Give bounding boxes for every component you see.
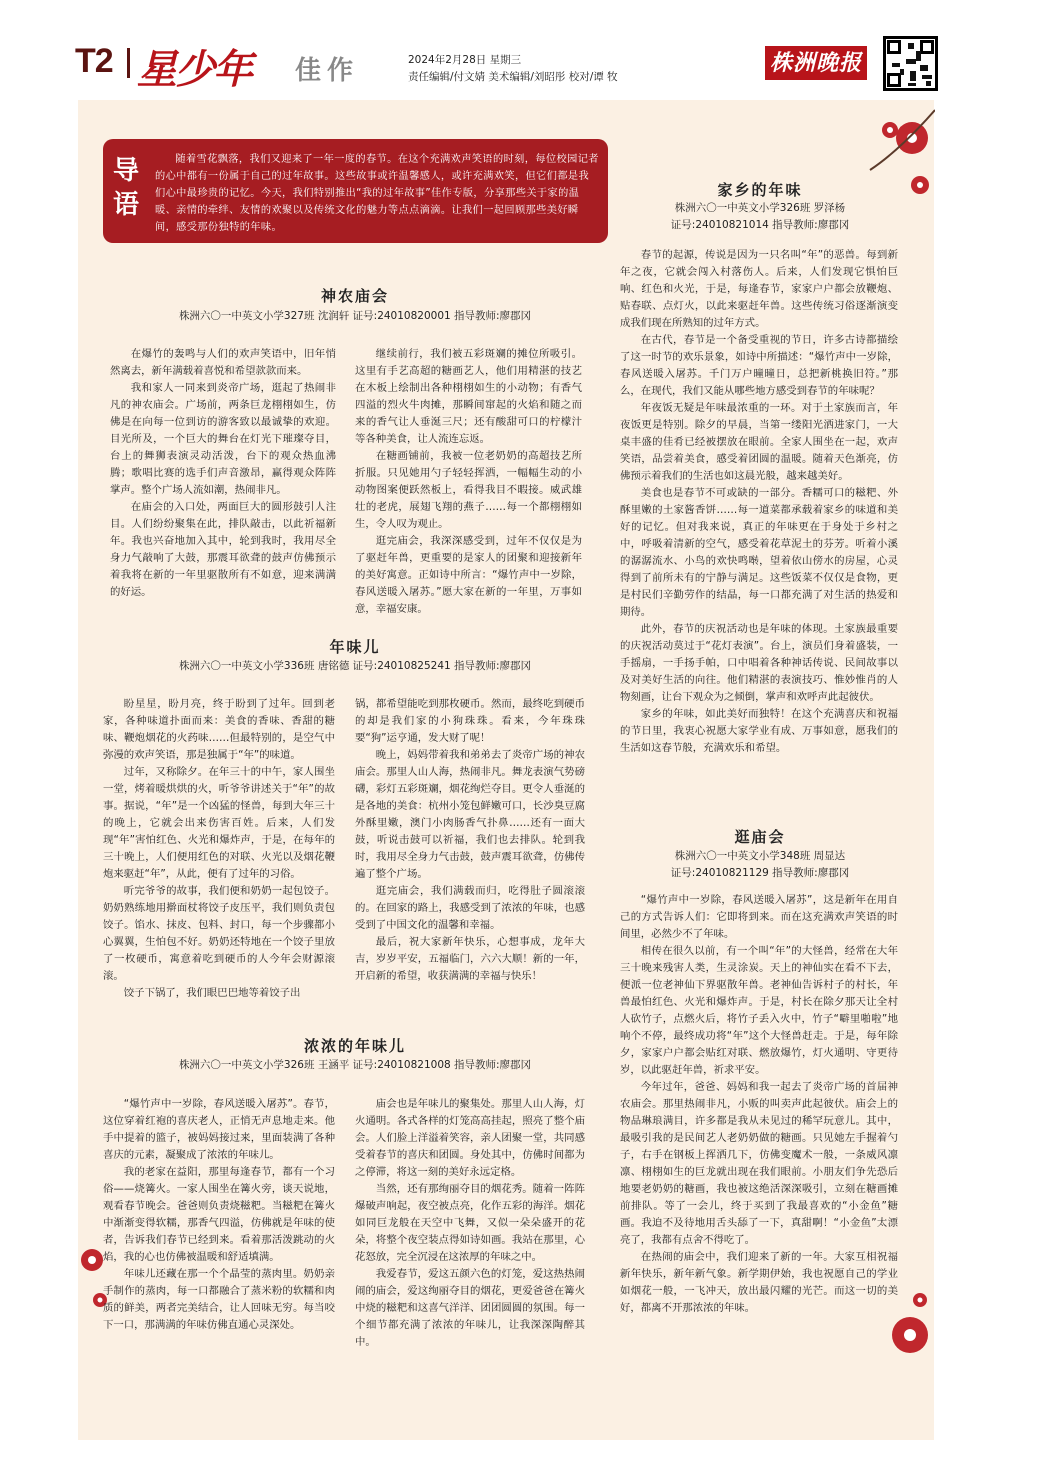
- paragraph: 我的老家在益阳，那里每逢春节，都有一个习俗——烧篝火。一家人围坐在篝火旁，谈天说地，观看春节晚会。爸爸则负责烧糍粑。当糍粑在篝火中渐渐变得软糯，那香气四溢，仿佛就是年味的使者，告诉我们春节已经到来。看着那活泼跳动的火焰，我的心也仿佛被温暖和舒适填满。: [103, 1166, 335, 1263]
- article-column: [355, 346, 582, 616]
- article-byline: 株洲六〇一中英文小学327班 沈润轩 证号:24010820001 指导教师:廖郡冈: [178, 310, 532, 322]
- paragraph: 在糖画铺前，我被一位老奶奶的高超技艺所折服。只见她用勺子轻轻挥洒，一幅幅生动的小动物图案便跃然板上，看得我目不暇接。威武雄壮的老虎，展翅飞翔的燕子……每一个都栩栩如生，令人叹为观止。: [355, 450, 582, 530]
- paragraph: 最后，祝大家新年快乐，心想事成，龙年大吉，岁岁平安，五福临门，六六大顺！新的一年，开启新的希望，收获满满的幸福与快乐！: [355, 936, 585, 982]
- paragraph: 饺子下锅了，我们眼巴巴地等着饺子出: [123, 987, 301, 999]
- article-title: 逛庙会: [734, 828, 786, 846]
- article-title: 神农庙会: [320, 287, 389, 305]
- paragraph: 在爆竹的轰鸣与人们的欢声笑语中，旧年悄然离去，新年满载着喜悦和希望款款而来。: [110, 348, 336, 377]
- section-brand: 星少年: [137, 47, 251, 92]
- paragraph: 我和家人一同来到炎帝广场，逛起了热闹非凡的神农庙会。广场前，两条巨龙栩栩如生，仿佛是在向每一位到访的游客致以最诚挚的欢迎。目光所及，一个巨大的舞台在灯光下璀璨夺目，台上的舞狮表演灵动活泼，台下的观众热血沸腾；歌唱比赛的选手们声音激昂，赢得观众阵阵掌声。整个广场人流如潮，热闹非凡。: [110, 382, 336, 496]
- paragraph: “爆竹声中一岁除，春风送暖入屠苏”。春节，这位穿着红袍的喜庆老人，正悄无声息地走来。他手中提着的篮子，被妈妈接过来，里面装满了各种喜庆的元素，凝聚成了浓浓的年味儿。: [103, 1098, 335, 1161]
- article-column: [103, 696, 335, 1016]
- paragraph: 盼星星，盼月亮，终于盼到了过年。回到老家，各种味道扑面而来：美食的香味、香甜的糖味、鞭炮烟花的火药味……但最特别的，是空气中弥漫的欢声笑语，那是独属于“年”的味道。: [103, 698, 335, 761]
- header-divider: [127, 48, 130, 78]
- paragraph: 逛完庙会，我们满载而归，吃得肚子圆滚滚的。在回家的路上，我感受到了浓浓的年味，也感受到了中国文化的温馨和幸福。: [355, 885, 585, 931]
- paragraph: 锅，都希望能吃到那枚硬币。然而，最终吃到硬币的却是我们家的小狗珠珠。看来，今年珠珠要“狗”运亨通，发大财了呢！: [355, 698, 585, 744]
- paragraph: 在古代，春节是一个备受重视的节日，许多古诗都描绘了这一时节的欢乐景象，如诗中所描述：“爆竹声中一岁除，春风送暖入屠苏。千门万户曈曈日，总把新桃换旧符。”那么，在现代，我们又能从哪些地方感受到春节的年味呢？: [620, 334, 898, 397]
- paragraph: 年夜饭无疑是年味最浓重的一环。对于土家族而言，年夜饭更是特别。除夕的早晨，当第一缕阳光洒进家门，一大桌丰盛的佳肴已经被摆放在眼前。全家人围坐在一起，欢声笑语，品尝着美食，感受着团圆的温暖。随着天色渐亮，仿佛预示着我们的生活也如这晨光般，越来越美好。: [620, 402, 898, 482]
- paragraph: 逛完庙会，我深深感受到，过年不仅仅是为了驱赶年兽，更重要的是家人的团聚和迎接新年的美好寓意。正如诗中所言：“爆竹声中一岁除，春风送暖入屠苏。”愿大家在新的一年里，万事如意，幸福安康。: [355, 535, 582, 615]
- article-column: [355, 696, 585, 1016]
- paragraph: 年味儿还藏在那一个个晶莹的蒸肉里。奶奶亲手制作的蒸肉，每一口都融合了蒸米粉的软糯和肉质的鲜美，两者完美结合，让人回味无穷。每当咬下一口，那满满的年味仿佛直通心灵深处。: [103, 1268, 335, 1331]
- paragraph: 庙会也是年味儿的聚集处。那里人山人海，灯火通明。各式各样的灯笼高高挂起，照亮了整个庙会。人们脸上洋溢着笑容，亲人团聚一堂，共同感受着春节的喜庆和团圆。身处其中，仿佛时间都为之停滞，将这一刻的美好永远定格。: [355, 1098, 585, 1178]
- article-byline: 株洲六〇一中英文小学326班 王涵平 证号:24010821008 指导教师:廖郡冈: [178, 1059, 532, 1071]
- paragraph: 当然，还有那绚丽夺目的烟花秀。随着一阵阵爆破声响起，夜空被点亮，化作五彩的海洋。烟花如同巨龙般在天空中飞舞，又似一朵朵盛开的花朵，将整个夜空装点得如诗如画。我站在那里，心花怒放，完全沉浸在这浓厚的年味之中。: [355, 1183, 585, 1263]
- editorial-staff: 责任编辑/付文婧 美术编辑/刘昭彤 校对/谭 牧: [408, 71, 618, 83]
- paragraph: 相传在很久以前，有一个叫“年”的大怪兽，经常在大年三十晚来残害人类，生灵涂炭。天上的神仙实在看不下去，便派一位老神仙下界驱散年兽。老神仙告诉村子的村长，年兽最怕红色、火光和爆炸声。于是，村长在除夕那天让全村人砍竹子，点燃火后，将竹子丢入火中，竹子“噼里啪啦”地响个不停，最终成功将“年”这个大怪兽赶走。于是，每年除夕，家家户户都会贴红对联、燃放爆竹，灯火通明、守更待岁，以此驱赶年兽，祈求平安。: [620, 945, 898, 1076]
- article-byline: 株洲六〇一中英文小学348班 周显达: [674, 850, 846, 862]
- paragraph: 继续前行，我们被五彩斑斓的摊位所吸引。这里有手艺高超的糖画艺人，他们用精湛的技艺在木板上绘制出各种栩栩如生的小动物；有香气四溢的烈火牛肉摊，那瞬间窜起的火焰和随之而来的香气让人垂涎三尺；还有酸甜可口的柠檬汁等各种美食，让人流连忘返。: [355, 348, 582, 445]
- paragraph: 晚上，妈妈带着我和弟弟去了炎帝广场的神农庙会。那里人山人海，热闹非凡。舞龙表演气势磅礴，彩灯五彩斑斓，烟花绚烂夺目。更令人垂涎的是各地的美食：杭州小笼包鲜嫩可口，长沙臭豆腐外酥里嫩，澳门小肉肠香气扑鼻……还有一面大鼓，听说击鼓可以祈福，我们也去排队。轮到我时，我用尽全身力气击鼓，鼓声震耳欲聋，仿佛传遍了整个广场。: [355, 749, 585, 880]
- article-byline: 证号:24010821014 指导教师:廖郡冈: [670, 219, 850, 231]
- intro-text: 随着雪花飘落，我们又迎来了一年一度的春节。在这个充满欢声笑语的时刻，每位校园记者的心中都有一份属于自己的过年故事。这些故事或许温馨感人，或许充满欢笑，但它们都是我们心中最珍贵的记忆。今天，我们特别推出“我的过年故事”佳作专版，分享那些关于家的温暖、亲情的牵绊、友情的欢聚以及传统文化的魅力等点点滴滴。让我们一起回顾那些美好瞬间，感受那份独特的年味。: [155, 154, 599, 233]
- issue-date: 2024年2月28日 星期三: [408, 54, 522, 66]
- paragraph: 美食也是春节不可或缺的一部分。香糯可口的糍粑、外酥里嫩的土家酱香饼……每一道菜都承载着家乡的味道和美好的记忆。但对我来说，真正的年味更在于身处于乡村之中，呼吸着清新的空气，感受着花草泥土的芬芳。听着小溪的潺潺流水、小鸟的欢快鸣啭，望着依山傍水的房屋，心灵得到了前所未有的宁静与满足。这些饭菜不仅仅是食物，更是村民们辛勤劳作的结晶，每一口都充满了对生活的热爱和期待。: [620, 487, 898, 618]
- article-byline: 证号:24010821129 指导教师:廖郡冈: [670, 867, 850, 879]
- article-column: [620, 247, 898, 787]
- column-title: 佳作: [295, 55, 360, 85]
- paragraph: 过年，又称除夕。在年三十的中午，家人围坐一堂，烤着暖烘烘的火，听爷爷讲述关于“年”的故事。据说，“年”是一个凶猛的怪兽，每到大年三十的晚上，它就会出来伤害百姓。后来，人们发现“年”害怕红色、火光和爆炸声，于是，在每年的三十晚上，人们便用红色的对联、火光以及烟花鞭炮来驱赶“年”，从此，便有了过年的习俗。: [103, 766, 335, 880]
- page-header: [75, 34, 945, 94]
- intro-title: 导语: [112, 155, 139, 219]
- paragraph: 春节的起源，传说是因为一只名叫“年”的恶兽。每到新年之夜，它就会闯入村落伤人。后来，人们发现它惧怕巨响、红色和火光，于是，每逢春节，家家户户都会放鞭炮、贴春联、点灯火，以此来驱赶年兽。这些传统习俗逐渐演变成我们现在所熟知的过年方式。: [620, 249, 898, 329]
- article-title: 年味儿: [329, 638, 381, 656]
- page-code: T2: [75, 42, 113, 80]
- article-byline: 株洲六〇一中英文小学326班 罗泽杨: [674, 202, 846, 214]
- article-column: [110, 346, 336, 616]
- newspaper-logo: 株洲晚报: [765, 46, 867, 80]
- qr-code-icon[interactable]: [883, 36, 938, 91]
- paragraph: 在热闹的庙会中，我们迎来了新的一年。大家互相祝福新年快乐，新年新气象。新学期伊始，我也祝愿自己的学业如烟花一般，一飞冲天，放出最闪耀的光芒。而这一切的美好，都离不开那浓浓的年味。: [620, 1251, 898, 1314]
- paragraph: “爆竹声中一岁除，春风送暖入屠苏”，这是新年在用自己的方式告诉人们：它即将到来。而在这充满欢声笑语的时间里，必然少不了年味。: [620, 894, 898, 940]
- article-column: [103, 1096, 335, 1392]
- paragraph: 在庙会的入口处，两面巨大的圆形鼓引人注目。人们纷纷聚集在此，排队敲击，以此祈福新年。我也兴奋地加入其中，轮到我时，我用尽全身力气敲响了大鼓，那震耳欲聋的鼓声仿佛预示着我将在新的一年里驱散所有不如意，迎来满满的好运。: [110, 501, 336, 598]
- paragraph: 听完爷爷的故事，我们便和奶奶一起包饺子。奶奶熟练地用擀面杖将饺子皮压平，我们则负责包饺子。馅水、抹皮、包料、封口，每一个步骤都小心翼翼，生怕包不好。奶奶还特地在一个饺子里放了一枚硬币，寓意着吃到硬币的人今年会财源滚滚。: [103, 885, 335, 982]
- paragraph: 我爱春节，爱这五颜六色的灯笼，爱这热热闹闹的庙会，爱这绚丽夺目的烟花，更爱爸爸在篝火中烧的糍粑和这喜气洋洋、团团圆圆的氛围。每一个细节都充满了浓浓的年味儿，让我深深陶醉其中。: [355, 1268, 585, 1348]
- paragraph: 今年过年，爸爸、妈妈和我一起去了炎帝广场的首届神农庙会。那里热闹非凡，小贩的叫卖声此起彼伏。庙会上的物品琳琅满目，许多都是我从未见过的稀罕玩意儿。其中，最吸引我的是民间艺人老奶奶做的糖画。只见她左手握着勺子，右手在钢板上挥洒几下，仿佛变魔术一般，一条威风凛凛、栩栩如生的巨龙就出现在我们眼前。小朋友们争先恐后地要老奶奶的糖画，我也被这绝活深深吸引，立刻在糖画摊前排队。等了一会儿，终于买到了我最喜欢的“小金鱼”糖画。我迫不及待地用舌头舔了一下，真甜啊！“小金鱼”太漂亮了，我都有点舍不得吃了。: [620, 1081, 898, 1246]
- article-column: [620, 892, 898, 1332]
- article-title: 家乡的年味: [717, 181, 803, 199]
- paragraph: 此外，春节的庆祝活动也是年味的体现。土家族最重要的庆祝活动莫过于“花灯表演”。台上，演员们身着盛装，一手摇扇，一手扬手帕，口中唱着各种神话传说、民间故事以及对美好生活的向往。他们精湛的表演技巧、惟妙惟肖的人物刻画，让台下观众为之倾倒，掌声和欢呼声此起彼伏。: [620, 623, 898, 703]
- article-column: [355, 1096, 585, 1392]
- article-title: 浓浓的年味儿: [303, 1037, 406, 1055]
- intro-box: [103, 139, 608, 243]
- article-byline: 株洲六〇一中英文小学336班 唐铭德 证号:24010825241 指导教师:廖郡冈: [178, 660, 532, 672]
- paragraph: 家乡的年味，如此美好而独特！在这个充满喜庆和祝福的节日里，我衷心祝愿大家学业有成、万事如意，愿我们的生活如这春节般，充满欢乐和希望。: [620, 708, 898, 754]
